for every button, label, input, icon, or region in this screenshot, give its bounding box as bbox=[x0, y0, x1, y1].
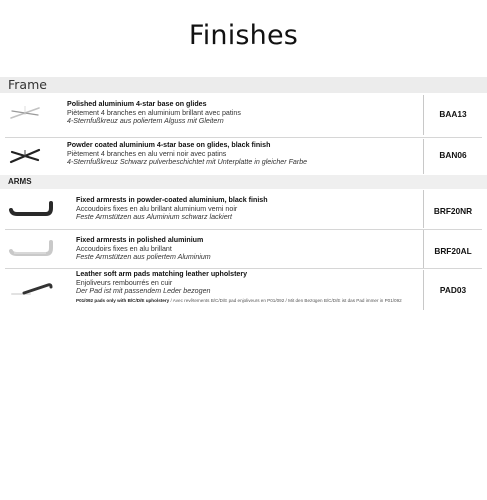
item-name-fr: Accoudoirs fixes en alu brillant aluminium verni noir bbox=[76, 204, 238, 213]
item-code: BAA13 bbox=[439, 109, 467, 119]
table-row bbox=[0, 269, 487, 313]
column-divider bbox=[423, 230, 424, 268]
table-row bbox=[0, 190, 487, 228]
item-name-en: Powder coated aluminium 4-star base on glides, black finish bbox=[67, 141, 271, 149]
leather-pad-icon bbox=[10, 279, 56, 304]
column-divider bbox=[423, 190, 424, 228]
item-name-de: 4-Sternfußkreuz aus poliertem Alguss mit Gleitern bbox=[67, 117, 224, 126]
table-row bbox=[0, 93, 487, 137]
black-armrest-icon bbox=[8, 198, 54, 225]
upholstery-note bbox=[76, 298, 406, 304]
frame-heading: Frame bbox=[8, 77, 47, 92]
arms-heading: ARMS bbox=[8, 177, 32, 186]
item-name-fr: Accoudoirs fixes en alu brillant bbox=[76, 244, 172, 253]
note-bold: P01/092 pads only with B/C/D/E upholstery bbox=[76, 298, 170, 303]
item-description bbox=[67, 100, 412, 126]
item-name-fr: Piètement 4 branches en alu verni noir avec patins bbox=[67, 149, 227, 158]
item-description bbox=[67, 141, 417, 167]
black-base-icon bbox=[8, 145, 42, 172]
item-name-de: 4-Sternfußkreuz Schwarz pulverbeschichtet mit Unterplatte in gleicher Farbe bbox=[67, 158, 308, 167]
item-name-de: Feste Armstützen aus poliertem Aluminium bbox=[76, 253, 211, 262]
frame-section-header bbox=[0, 77, 487, 93]
item-name-en: Leather soft arm pads matching leather upholstery bbox=[76, 270, 248, 278]
column-divider bbox=[423, 270, 424, 310]
table-row bbox=[0, 230, 487, 268]
item-name-de: Der Pad ist mit passendem Leder bezogen bbox=[76, 287, 211, 296]
item-description bbox=[76, 236, 416, 262]
item-code: BAN06 bbox=[439, 150, 467, 160]
item-code: PAD03 bbox=[439, 285, 467, 295]
column-divider bbox=[423, 139, 424, 174]
item-name-en: Polished aluminium 4-star base on glides bbox=[67, 100, 207, 108]
page-title: Finishes bbox=[188, 20, 299, 51]
table-row bbox=[0, 138, 487, 175]
item-name-en: Fixed armrests in polished aluminium bbox=[76, 236, 204, 244]
item-name-fr: Piètement 4 branches en aluminium brillant avec patins bbox=[67, 108, 241, 117]
arms-section-header bbox=[0, 175, 487, 189]
item-name-de: Feste Armstützen aus Aluminium schwarz lackiert bbox=[76, 213, 232, 222]
item-code: BRF20AL bbox=[434, 246, 472, 256]
item-code: BRF20NR bbox=[433, 206, 473, 216]
polished-base-icon bbox=[8, 103, 42, 128]
note-rest: / Avec revêtements B/C/D/E pad enjoliveurs en P01/092 / Mit den Bezügen B/C/D/E ist das Pad immer in P01/092 bbox=[169, 298, 402, 303]
item-description bbox=[76, 196, 416, 222]
item-name-en: Fixed armrests in powder-coated aluminium, black finish bbox=[76, 196, 268, 204]
item-description bbox=[76, 270, 416, 296]
item-name-fr: Enjoliveurs rembourrés en cuir bbox=[76, 278, 173, 287]
polished-armrest-icon bbox=[8, 238, 54, 265]
column-divider bbox=[423, 95, 424, 135]
